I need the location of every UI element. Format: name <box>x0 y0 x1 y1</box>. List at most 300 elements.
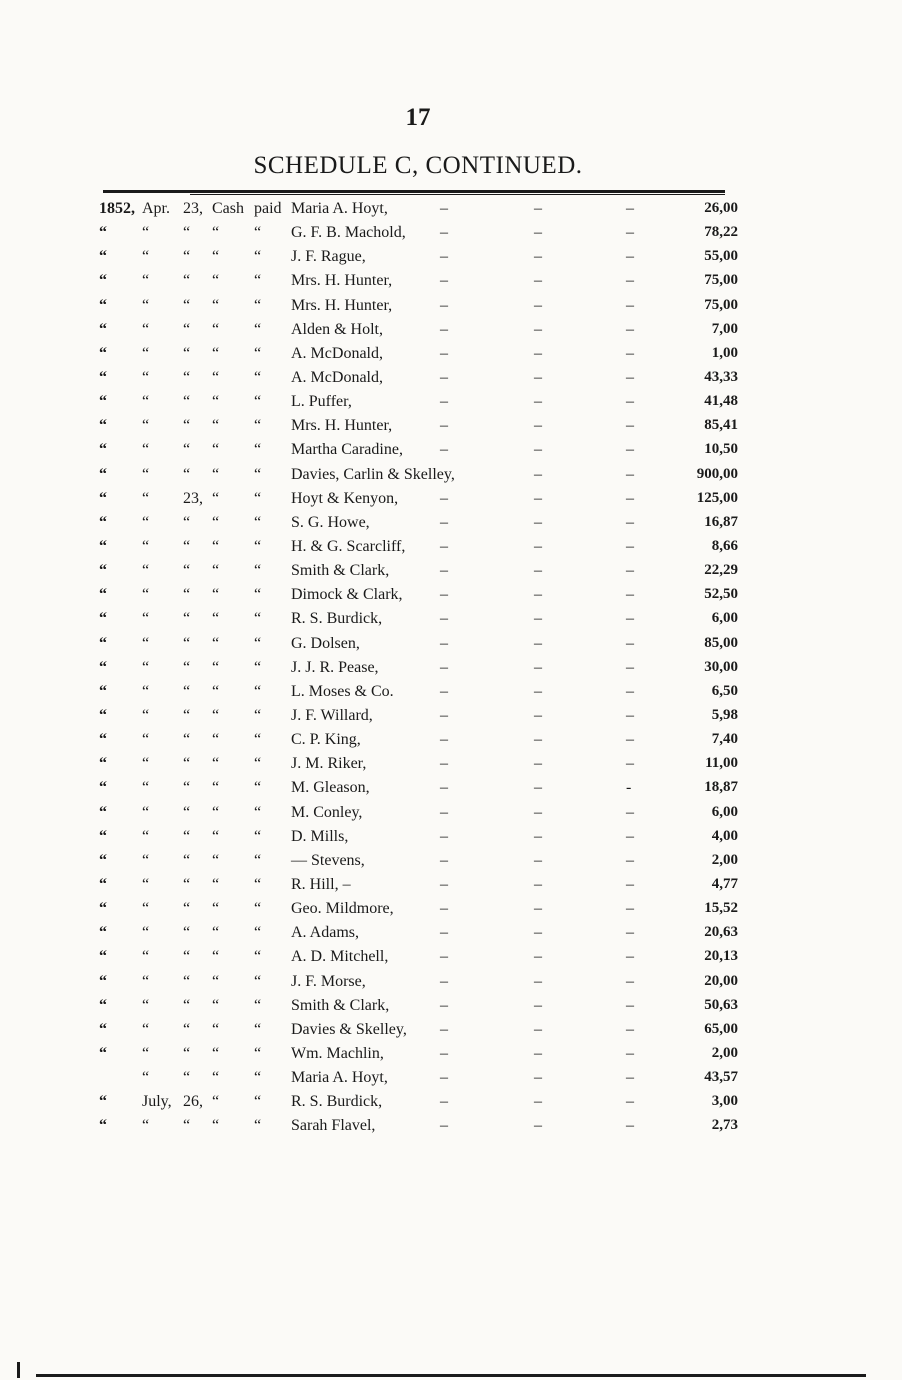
entry-paid: “ <box>254 972 262 990</box>
entry-leader: – <box>534 537 542 555</box>
entry-cash: “ <box>212 900 220 918</box>
entry-cash: “ <box>212 634 220 652</box>
entry-day: “ <box>183 682 191 700</box>
entry-year: “ <box>99 972 107 990</box>
entry-paid: “ <box>254 224 262 242</box>
entry-month: “ <box>142 948 150 966</box>
ledger-row <box>0 608 902 632</box>
footer-rule <box>36 1374 866 1377</box>
entry-year: “ <box>99 320 107 338</box>
ledger-row <box>0 802 902 826</box>
entry-payee: A. McDonald, <box>291 344 383 362</box>
ledger-row <box>0 198 902 222</box>
entry-paid: “ <box>254 634 262 652</box>
entry-day: “ <box>183 272 191 290</box>
entry-leader: – <box>626 465 634 483</box>
entry-leader: – <box>626 1044 634 1062</box>
entry-leader: – <box>626 682 634 700</box>
entry-cash: “ <box>212 658 220 676</box>
entry-month: “ <box>142 634 150 652</box>
entry-leader: – <box>440 586 448 604</box>
entry-cash: “ <box>212 248 220 266</box>
entry-leader: – <box>626 224 634 242</box>
entry-amount: 125,00 <box>696 489 738 506</box>
entry-leader: – <box>440 513 448 531</box>
entry-day: “ <box>183 417 191 435</box>
entry-year: “ <box>99 1044 107 1062</box>
entry-leader: – <box>440 224 448 242</box>
entry-year: “ <box>99 562 107 580</box>
entry-leader: – <box>626 248 634 266</box>
entry-leader: – <box>440 393 448 411</box>
entry-cash: “ <box>212 272 220 290</box>
entry-amount: 55,00 <box>704 248 738 265</box>
entry-paid: “ <box>254 1020 262 1038</box>
entry-year: “ <box>99 755 107 773</box>
entry-paid: “ <box>254 658 262 676</box>
entry-leader: – <box>440 996 448 1014</box>
entry-month: “ <box>142 610 150 628</box>
entry-leader: – <box>626 803 634 821</box>
entry-leader: – <box>440 900 448 918</box>
entry-leader: – <box>626 296 634 314</box>
entry-leader: – <box>440 489 448 507</box>
header-rule-thin <box>190 194 725 195</box>
entry-amount: 52,50 <box>704 586 738 603</box>
ledger-row <box>0 319 902 343</box>
entry-month: “ <box>142 827 150 845</box>
entry-paid: “ <box>254 344 262 362</box>
ledger-row <box>0 826 902 850</box>
entry-leader: – <box>626 634 634 652</box>
entry-month: “ <box>142 924 150 942</box>
entry-day: “ <box>183 368 191 386</box>
entry-payee: Hoyt & Kenyon, <box>291 489 399 507</box>
entry-leader: - <box>626 779 632 797</box>
entry-month: “ <box>142 1044 150 1062</box>
entry-leader: – <box>534 1093 542 1111</box>
ledger-row <box>0 343 902 367</box>
entry-leader: – <box>440 272 448 290</box>
page-number: 17 <box>405 104 431 131</box>
entry-cash: “ <box>212 224 220 242</box>
entry-day: 23, <box>183 489 203 507</box>
entry-amount: 5,98 <box>711 706 738 723</box>
entry-paid: “ <box>254 900 262 918</box>
entry-day: “ <box>183 972 191 990</box>
entry-cash: “ <box>212 731 220 749</box>
ledger-row <box>0 705 902 729</box>
entry-cash: Cash <box>212 200 244 217</box>
entry-payee: Mrs. H. Hunter, <box>291 417 393 435</box>
entry-leader: – <box>440 779 448 797</box>
entry-cash: “ <box>212 924 220 942</box>
entry-amount: 78,22 <box>704 224 738 241</box>
entry-cash: “ <box>212 489 220 507</box>
entry-paid: “ <box>254 996 262 1014</box>
entry-month: “ <box>142 465 150 483</box>
entry-year: “ <box>99 948 107 966</box>
ledger-row <box>0 922 902 946</box>
entry-year: “ <box>99 996 107 1014</box>
entry-year: “ <box>99 248 107 266</box>
entry-paid: “ <box>254 537 262 555</box>
entry-amount: 8,66 <box>711 537 738 554</box>
entry-leader: – <box>626 731 634 749</box>
entry-year: “ <box>99 610 107 628</box>
entry-amount: 20,63 <box>704 924 738 941</box>
ledger-row <box>0 1091 902 1115</box>
entry-leader: – <box>440 948 448 966</box>
entry-leader: – <box>440 1069 448 1087</box>
entry-leader: – <box>440 851 448 869</box>
entry-amount: 6,00 <box>711 610 738 627</box>
entry-leader: – <box>626 827 634 845</box>
entry-paid: “ <box>254 248 262 266</box>
entry-cash: “ <box>212 706 220 724</box>
entry-payee: Smith & Clark, <box>291 562 390 580</box>
entry-amount: 75,00 <box>704 296 738 313</box>
ledger-row <box>0 874 902 898</box>
entry-day: “ <box>183 851 191 869</box>
entry-year: “ <box>99 803 107 821</box>
entry-year: “ <box>99 875 107 893</box>
entry-leader: – <box>534 441 542 459</box>
entry-month: “ <box>142 779 150 797</box>
entry-month: “ <box>142 320 150 338</box>
entry-amount: 6,00 <box>711 803 738 820</box>
entry-payee: S. G. Howe, <box>291 513 370 531</box>
entry-day: “ <box>183 634 191 652</box>
ledger-row <box>0 995 902 1019</box>
entry-leader: – <box>626 755 634 773</box>
ledger-row <box>0 729 902 753</box>
entry-paid: “ <box>254 924 262 942</box>
entry-payee: R. Hill, – <box>291 875 351 893</box>
entry-leader: – <box>626 996 634 1014</box>
ledger-row <box>0 681 902 705</box>
entry-year: “ <box>99 489 107 507</box>
entry-leader: – <box>626 441 634 459</box>
entry-leader: – <box>534 417 542 435</box>
entry-year: 1852, <box>99 200 135 217</box>
entry-payee: Mrs. H. Hunter, <box>291 272 393 290</box>
entry-day: “ <box>183 875 191 893</box>
entry-leader: – <box>440 1044 448 1062</box>
entry-cash: “ <box>212 1044 220 1062</box>
ledger-row <box>0 391 902 415</box>
entry-amount: 20,13 <box>704 948 738 965</box>
entry-day: “ <box>183 537 191 555</box>
entry-cash: “ <box>212 465 220 483</box>
entry-month: “ <box>142 1069 150 1087</box>
entry-leader: – <box>440 803 448 821</box>
ledger-row <box>0 753 902 777</box>
entry-leader: – <box>534 851 542 869</box>
entry-payee: C. P. King, <box>291 731 361 749</box>
entry-day: “ <box>183 658 191 676</box>
entry-month: “ <box>142 224 150 242</box>
entry-paid: “ <box>254 1044 262 1062</box>
entry-amount: 4,77 <box>711 875 738 892</box>
entry-amount: 2,00 <box>711 1044 738 1061</box>
entry-payee: — Stevens, <box>291 851 365 869</box>
entry-leader: – <box>534 779 542 797</box>
entry-day: “ <box>183 610 191 628</box>
entry-leader: – <box>534 731 542 749</box>
entry-cash: “ <box>212 417 220 435</box>
entry-leader: – <box>626 586 634 604</box>
entry-payee: A. Adams, <box>291 924 359 942</box>
entry-amount: 900,00 <box>696 465 738 482</box>
entry-leader: – <box>626 706 634 724</box>
entry-payee: Geo. Mildmore, <box>291 900 394 918</box>
entry-leader: – <box>534 200 542 217</box>
entry-paid: “ <box>254 851 262 869</box>
entry-leader: – <box>534 224 542 242</box>
entry-month: “ <box>142 393 150 411</box>
entry-leader: – <box>534 682 542 700</box>
entry-year: “ <box>99 900 107 918</box>
entry-month: “ <box>142 562 150 580</box>
entry-leader: – <box>534 344 542 362</box>
entry-leader: – <box>440 634 448 652</box>
entry-day: “ <box>183 924 191 942</box>
entry-leader: – <box>534 513 542 531</box>
entry-payee: Mrs. H. Hunter, <box>291 296 393 314</box>
entry-leader: – <box>534 924 542 942</box>
entry-cash: “ <box>212 586 220 604</box>
entry-day: “ <box>183 562 191 580</box>
entry-cash: “ <box>212 972 220 990</box>
entry-year: “ <box>99 851 107 869</box>
entry-payee: J. M. Riker, <box>291 755 367 773</box>
entry-leader: – <box>626 1117 634 1135</box>
entry-year: “ <box>99 1093 107 1111</box>
entry-payee: Davies & Skelley, <box>291 1020 407 1038</box>
entry-paid: “ <box>254 489 262 507</box>
entry-leader: – <box>440 320 448 338</box>
entry-payee: Maria A. Hoyt, <box>291 1069 388 1087</box>
entry-paid: “ <box>254 803 262 821</box>
entry-year: “ <box>99 296 107 314</box>
entry-month: “ <box>142 417 150 435</box>
ledger-row <box>0 439 902 463</box>
entry-day: “ <box>183 465 191 483</box>
entry-leader: – <box>440 875 448 893</box>
entry-leader: – <box>534 996 542 1014</box>
entry-cash: “ <box>212 393 220 411</box>
entry-month: July, <box>142 1093 172 1111</box>
entry-leader: – <box>534 658 542 676</box>
entry-year: “ <box>99 537 107 555</box>
entry-payee: R. S. Burdick, <box>291 1093 383 1111</box>
entry-amount: 6,50 <box>711 682 738 699</box>
ledger-row <box>0 1067 902 1091</box>
entry-day: “ <box>183 803 191 821</box>
entry-leader: – <box>534 393 542 411</box>
entry-leader: – <box>626 900 634 918</box>
entry-paid: “ <box>254 948 262 966</box>
entry-leader: – <box>440 368 448 386</box>
entry-paid: “ <box>254 827 262 845</box>
entry-month: “ <box>142 972 150 990</box>
entry-paid: “ <box>254 731 262 749</box>
entry-month: “ <box>142 586 150 604</box>
entry-year: “ <box>99 706 107 724</box>
entry-leader: – <box>626 851 634 869</box>
ledger-row <box>0 584 902 608</box>
entry-amount: 50,63 <box>704 996 738 1013</box>
entry-amount: 85,41 <box>704 417 738 434</box>
entry-leader: – <box>440 682 448 700</box>
entry-leader: – <box>534 827 542 845</box>
entry-month: “ <box>142 803 150 821</box>
entry-leader: – <box>534 803 542 821</box>
ledger-row <box>0 488 902 512</box>
entry-day: “ <box>183 779 191 797</box>
entry-leader: – <box>534 610 542 628</box>
entry-payee: Dimock & Clark, <box>291 586 403 604</box>
entry-paid: “ <box>254 368 262 386</box>
entry-paid: “ <box>254 682 262 700</box>
entry-amount: 10,50 <box>704 441 738 458</box>
entry-paid: “ <box>254 320 262 338</box>
entry-year: “ <box>99 1020 107 1038</box>
entry-month: “ <box>142 1020 150 1038</box>
ledger-row <box>0 850 902 874</box>
ledger-row <box>0 415 902 439</box>
entry-day: “ <box>183 1020 191 1038</box>
entry-leader: – <box>534 248 542 266</box>
entry-cash: “ <box>212 851 220 869</box>
entry-month: “ <box>142 658 150 676</box>
entry-leader: – <box>626 393 634 411</box>
entry-payee: A. D. Mitchell, <box>291 948 389 966</box>
entry-year: “ <box>99 393 107 411</box>
entry-cash: “ <box>212 344 220 362</box>
entry-payee: H. & G. Scarcliff, <box>291 537 406 555</box>
entry-leader: – <box>626 489 634 507</box>
entry-year: “ <box>99 417 107 435</box>
entry-cash: “ <box>212 441 220 459</box>
entry-leader: – <box>534 1117 542 1135</box>
entry-paid: “ <box>254 1069 262 1087</box>
entry-cash: “ <box>212 610 220 628</box>
entry-amount: 20,00 <box>704 972 738 989</box>
entry-leader: – <box>626 1020 634 1038</box>
entry-paid: “ <box>254 417 262 435</box>
entry-month: “ <box>142 296 150 314</box>
entry-payee: Sarah Flavel, <box>291 1117 376 1135</box>
entry-year: “ <box>99 779 107 797</box>
entry-paid: “ <box>254 779 262 797</box>
entry-year: “ <box>99 224 107 242</box>
entry-amount: 7,40 <box>711 731 738 748</box>
ledger-row <box>0 270 902 294</box>
entry-paid: “ <box>254 513 262 531</box>
entry-paid: “ <box>254 755 262 773</box>
entry-year: “ <box>99 441 107 459</box>
entry-year: “ <box>99 272 107 290</box>
entry-leader: – <box>440 296 448 314</box>
entry-day: “ <box>183 248 191 266</box>
entry-leader: – <box>440 972 448 990</box>
entry-day: “ <box>183 731 191 749</box>
entry-paid: “ <box>254 875 262 893</box>
entry-leader: – <box>626 924 634 942</box>
entry-amount: 18,87 <box>704 779 738 796</box>
entry-month: “ <box>142 513 150 531</box>
entry-day: “ <box>183 996 191 1014</box>
entry-year: “ <box>99 924 107 942</box>
entry-payee: J. J. R. Pease, <box>291 658 379 676</box>
entry-amount: 2,00 <box>711 851 738 868</box>
entry-cash: “ <box>212 296 220 314</box>
entry-leader: – <box>626 1069 634 1087</box>
entry-cash: “ <box>212 996 220 1014</box>
entry-payee: G. F. B. Machold, <box>291 224 406 242</box>
entry-leader: – <box>534 272 542 290</box>
entry-year: “ <box>99 344 107 362</box>
entry-cash: “ <box>212 948 220 966</box>
entry-year: “ <box>99 634 107 652</box>
entry-paid: “ <box>254 296 262 314</box>
entry-leader: – <box>626 344 634 362</box>
entry-paid: “ <box>254 586 262 604</box>
entry-leader: – <box>626 272 634 290</box>
entry-month: “ <box>142 489 150 507</box>
entry-leader: – <box>440 417 448 435</box>
ledger-row <box>0 295 902 319</box>
entry-year: “ <box>99 368 107 386</box>
entry-day: “ <box>183 900 191 918</box>
entry-year: “ <box>99 827 107 845</box>
entry-amount: 30,00 <box>704 658 738 675</box>
entry-amount: 1,00 <box>711 344 738 361</box>
entry-payee: Smith & Clark, <box>291 996 390 1014</box>
entry-month: “ <box>142 1117 150 1135</box>
ledger-row <box>0 1043 902 1067</box>
entry-leader: – <box>440 441 448 459</box>
entry-paid: “ <box>254 393 262 411</box>
entry-leader: – <box>626 1093 634 1111</box>
entry-leader: – <box>626 537 634 555</box>
entry-payee: J. F. Rague, <box>291 248 366 266</box>
ledger-row <box>0 657 902 681</box>
entry-leader: – <box>534 900 542 918</box>
entry-leader: – <box>626 875 634 893</box>
entry-payee: R. S. Burdick, <box>291 610 383 628</box>
entry-leader: – <box>626 562 634 580</box>
entry-payee: A. McDonald, <box>291 368 383 386</box>
entry-cash: “ <box>212 1020 220 1038</box>
entry-amount: 15,52 <box>704 900 738 917</box>
entry-leader: – <box>440 924 448 942</box>
entry-month: “ <box>142 755 150 773</box>
entry-amount: 26,00 <box>704 200 738 216</box>
entry-cash: “ <box>212 779 220 797</box>
entry-leader: – <box>534 948 542 966</box>
entry-leader: – <box>534 1069 542 1087</box>
entry-payee: Alden & Holt, <box>291 320 383 338</box>
entry-payee: Maria A. Hoyt, <box>291 200 388 217</box>
entry-day: “ <box>183 706 191 724</box>
entry-cash: “ <box>212 1069 220 1087</box>
entry-cash: “ <box>212 513 220 531</box>
ledger-row <box>0 633 902 657</box>
entry-leader: – <box>534 320 542 338</box>
